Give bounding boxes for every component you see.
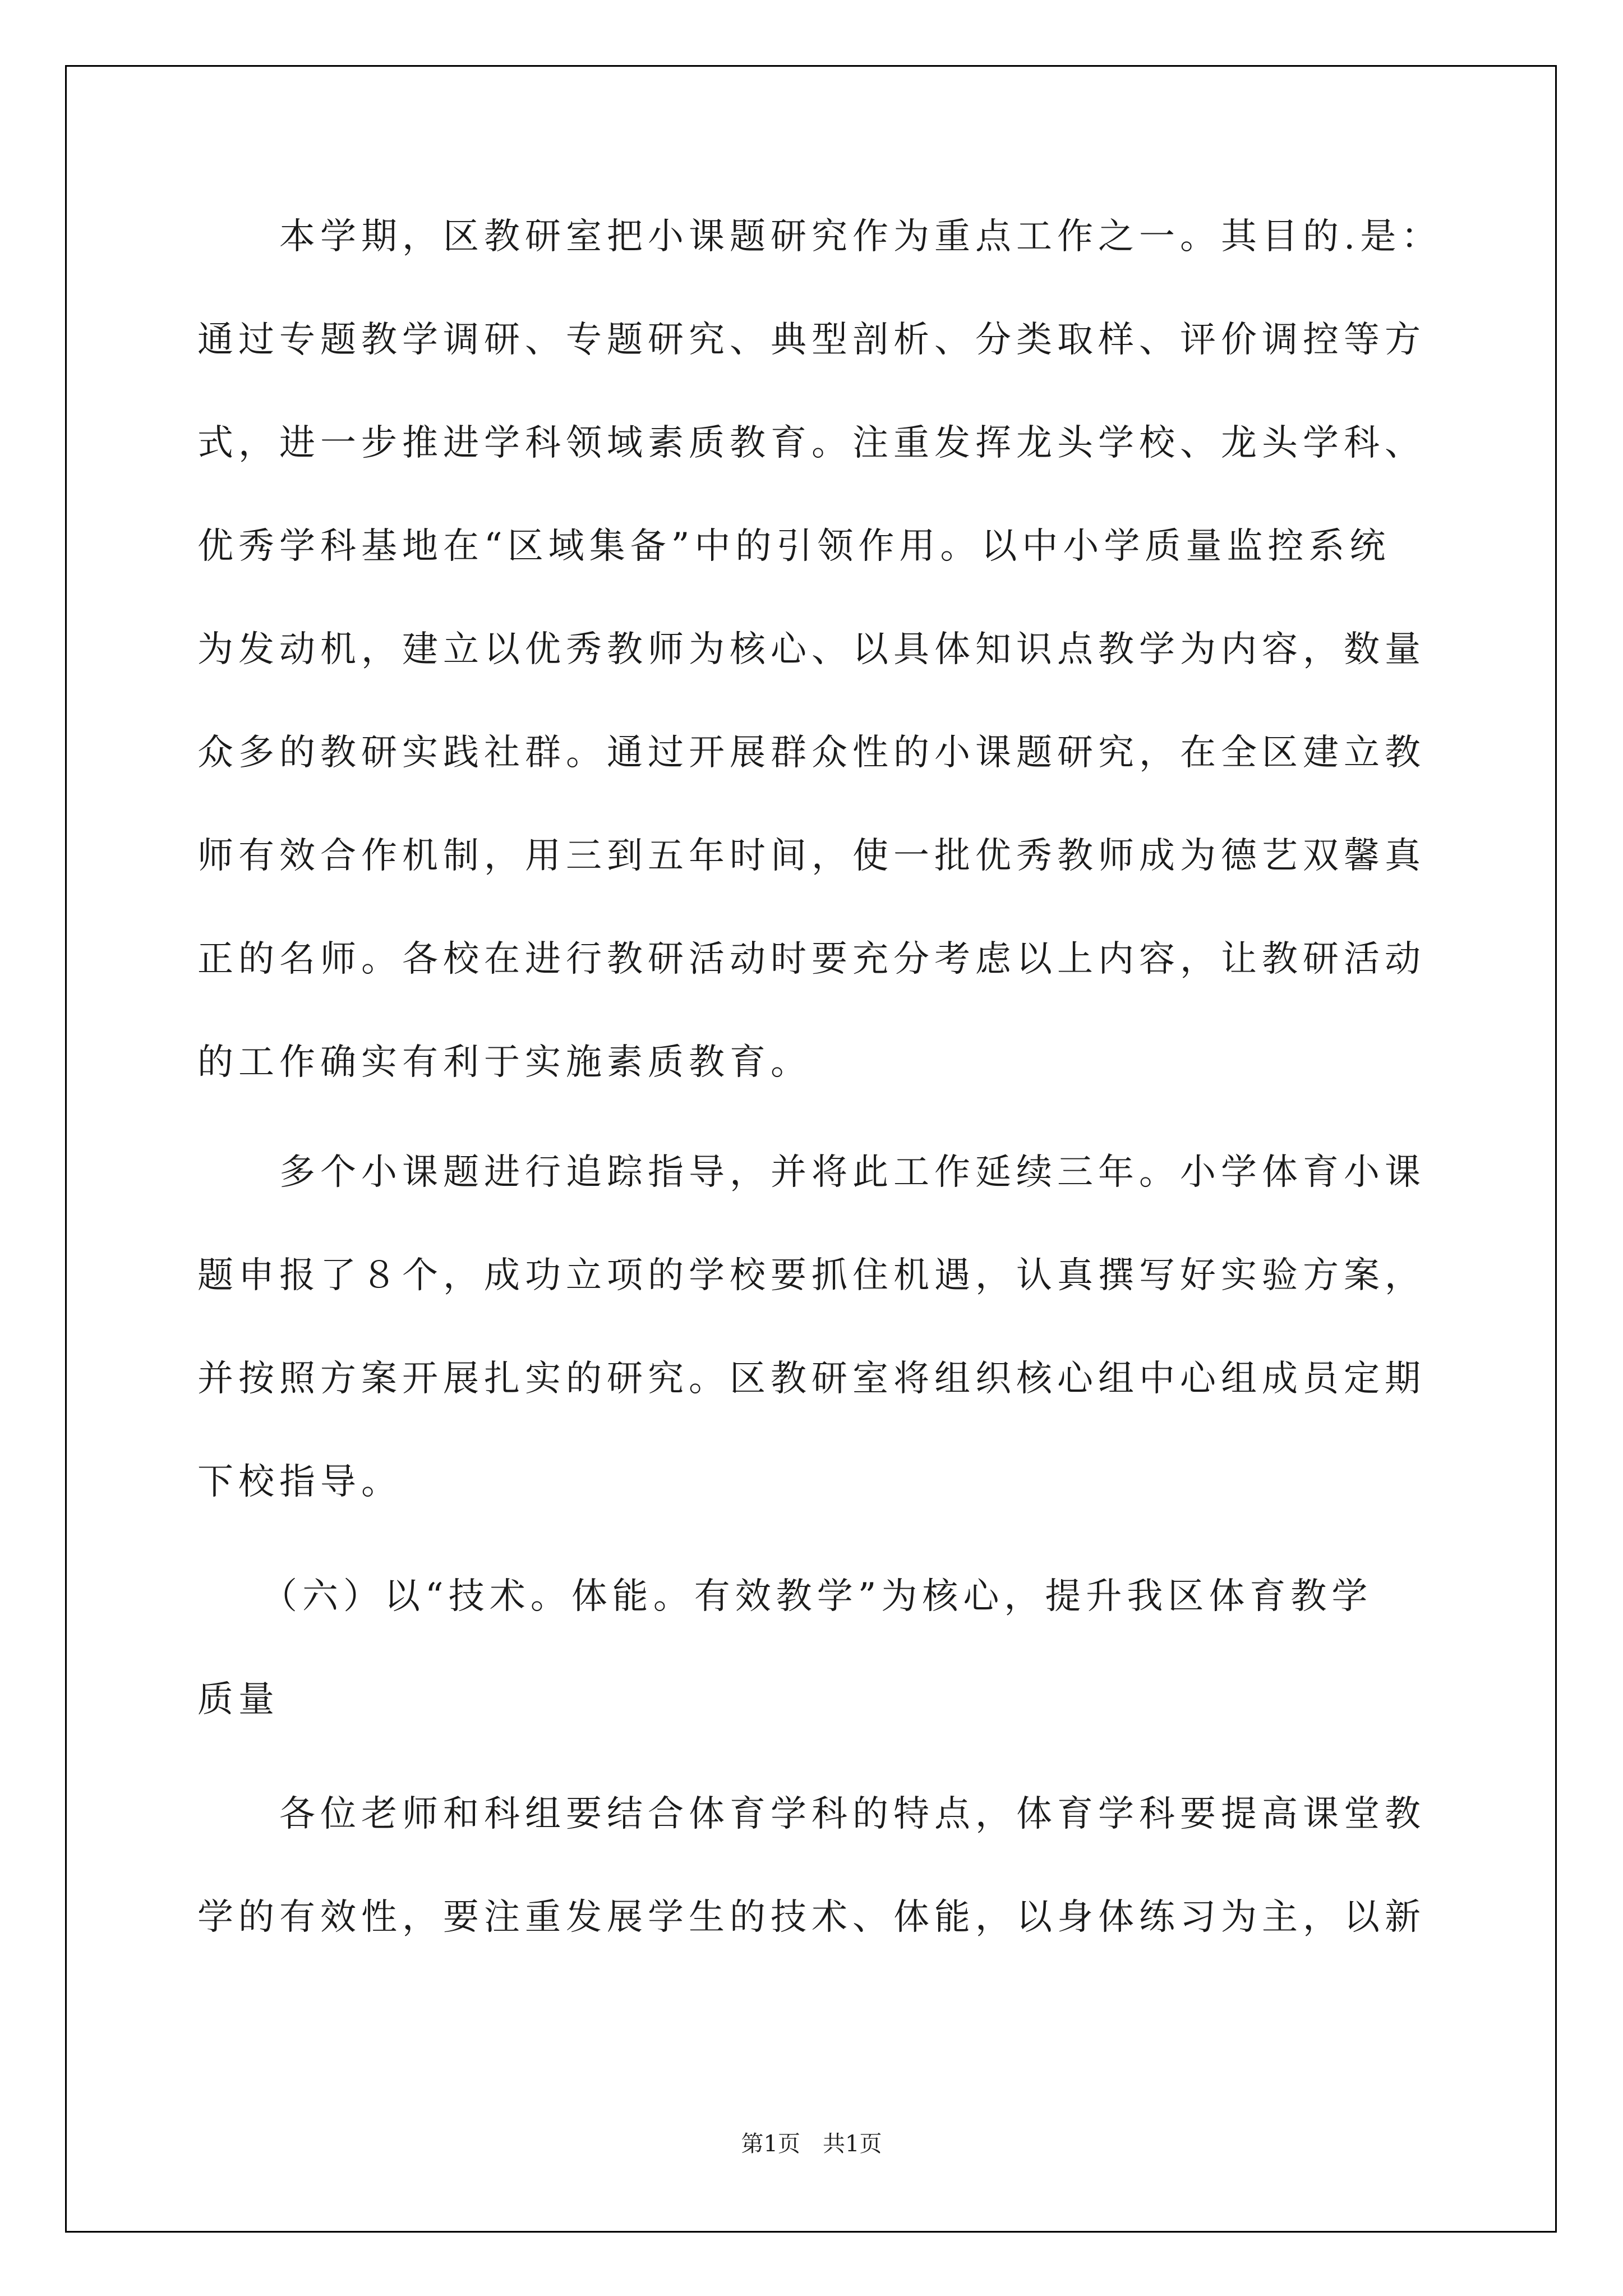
text-line: 质量 xyxy=(197,1679,279,1720)
text-line: （六）以“技术。体能。有效教学”为核心，提升我区体育教学 xyxy=(197,1576,1373,1617)
text-line: 众多的教研实践社群。通过开展群众性的小课题研究，在全区建立教 xyxy=(197,732,1426,774)
text-line: 本学期，区教研室把小课题研究作为重点工作之一。其目的.是： xyxy=(197,216,1442,257)
text-line: 各位老师和科组要结合体育学科的特点，体育学科要提高课堂教 xyxy=(197,1793,1426,1835)
text-line: 通过专题教学调研、专题研究、典型剖析、分类取样、评价调控等方 xyxy=(197,319,1426,361)
text-line: 并按照方案开展扎实的研究。区教研室将组织核心组中心组成员定期 xyxy=(197,1358,1426,1400)
text-line: 优秀学科基地在“区域集备”中的引领作用。以中小学质量监控系统 xyxy=(197,526,1391,567)
text-line: 题申报了８个，成功立项的学校要抓住机遇，认真撰写好实验方案， xyxy=(197,1255,1426,1296)
text-line: 学的有效性，要注重发展学生的技术、体能，以身体练习为主，以新 xyxy=(197,1897,1426,1938)
text-line: 下校指导。 xyxy=(197,1461,402,1503)
text-line: 师有效合作机制，用三到五年时间，使一批优秀教师成为德艺双馨真 xyxy=(197,835,1426,877)
text-line: 为发动机，建立以优秀教师为核心、以具体知识点教学为内容，数量 xyxy=(197,629,1426,670)
text-line: 的工作确实有利于实施素质教育。 xyxy=(197,1042,811,1083)
page-number: 第1页 共1页 xyxy=(741,2131,882,2157)
text-line: 多个小课题进行追踪指导，并将此工作延续三年。小学体育小课 xyxy=(197,1152,1426,1193)
text-line: 式，进一步推进学科领域素质教育。注重发挥龙头学校、龙头学科、 xyxy=(197,422,1426,464)
text-line: 正的名师。各校在进行教研活动时要充分考虑以上内容，让教研活动 xyxy=(197,938,1426,980)
